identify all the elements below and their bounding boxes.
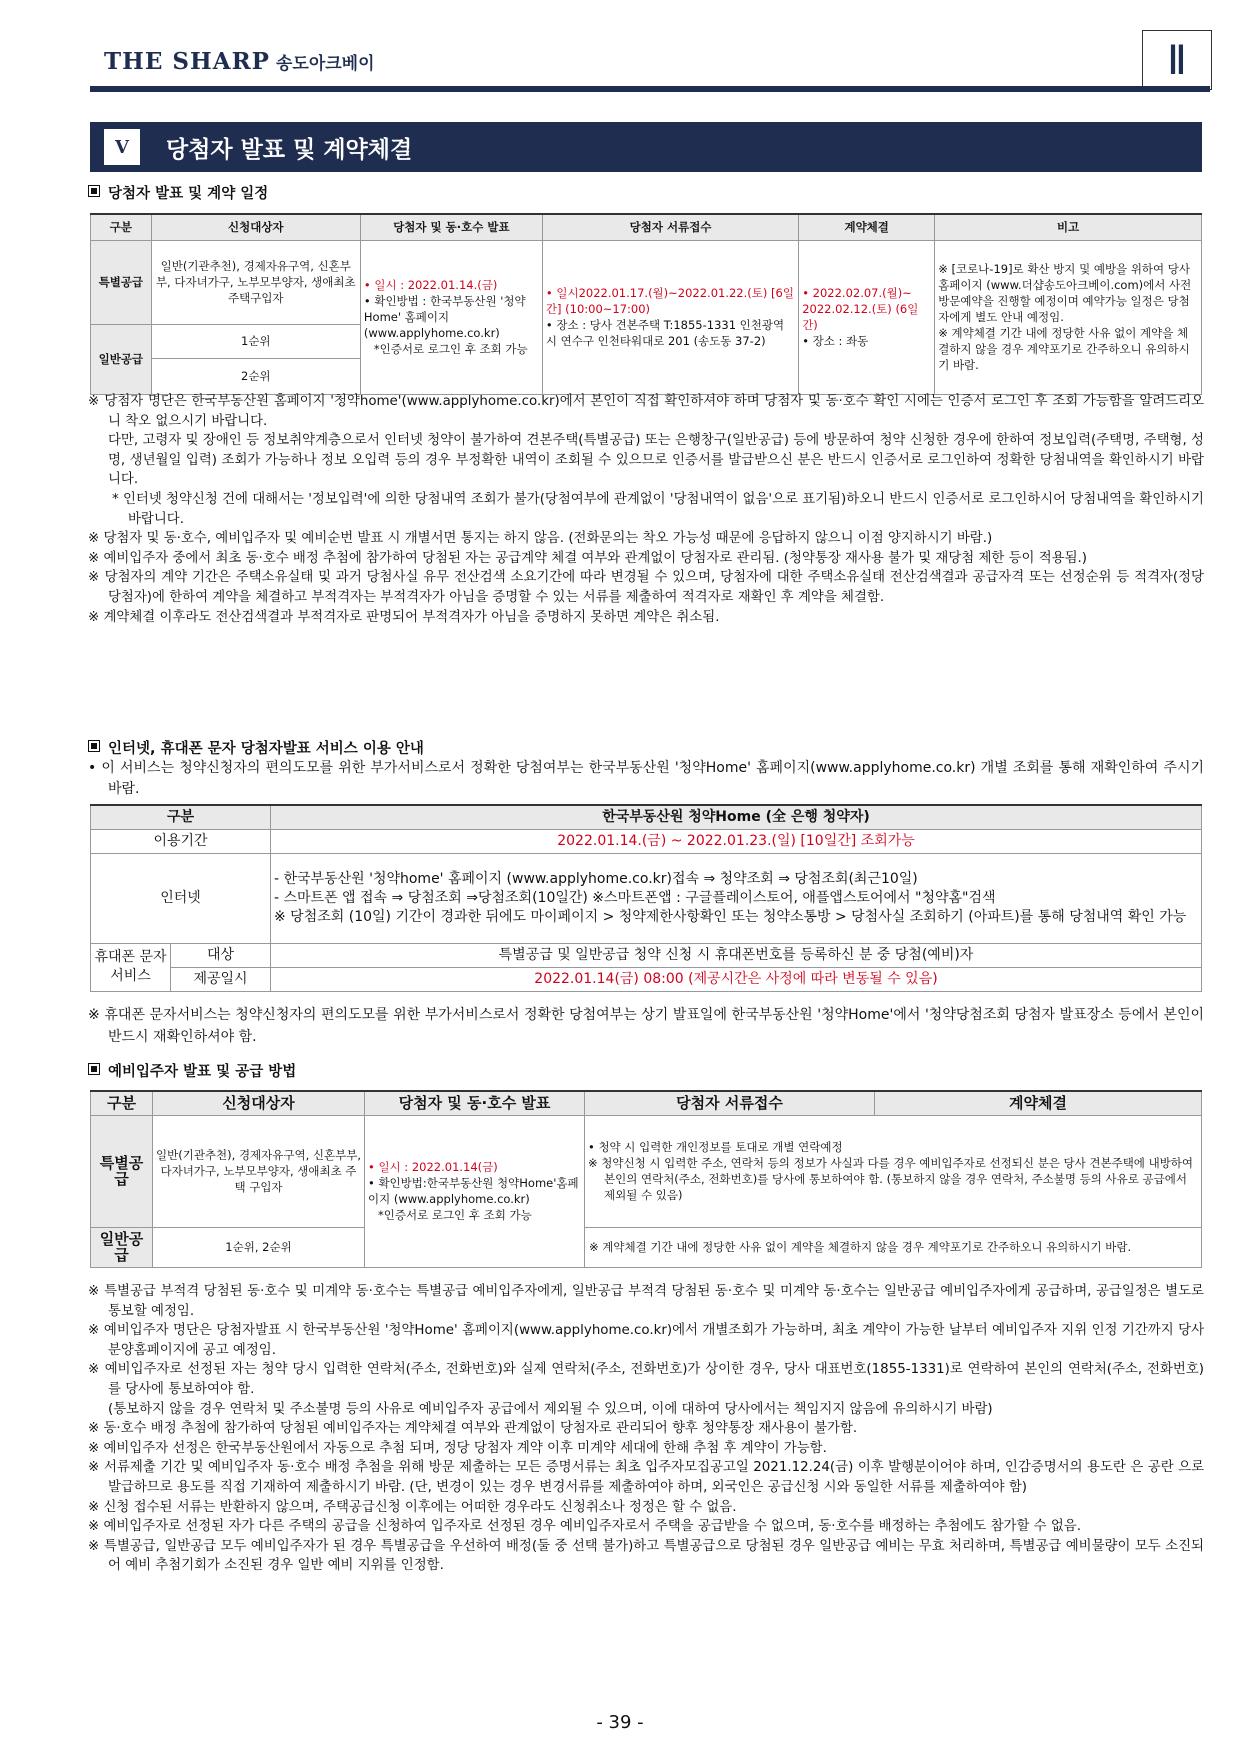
note-item: * 인터넷 청약신청 건에 대해서는 '정보입력'에 의한 당첨내역 조회가 불가(당첨여부에 관계없이 '당첨내역이 없음'으로 표기됨)하오니 반드시 인증서로 로그인하시어 당첨내역을 확인하시기 바랍니다. xyxy=(112,491,1204,527)
note-item: ※ 당첨자 명단은 한국부동산원 홈페이지 '청약home'(www.applyhome.co.kr)에서 본인이 직접 확인하셔야 하며 당첨자 및 동·호수 확인 시에는 인증서 로그인 후 조회 가능함을 알려드리오니 착오 없으시기 바랍니다. xyxy=(88,394,1204,429)
section-banner xyxy=(90,122,1202,172)
service-intro-text: • 이 서비스는 청약신청자의 편의도모를 위한 부가서비스로서 정확한 당첨여부는 한국부동산원 '청약Home' 홈페이지(www.applyhome.co.kr) 개별 조회를 통해 재확인하여 주시기 바람. xyxy=(88,760,1204,797)
sms-target-label: 대상 xyxy=(171,943,271,967)
table-header: 비고 xyxy=(935,214,1202,240)
sms-target-value: 특별공급 및 일반공급 청약 신청 시 휴대폰번호를 등록하신 분 중 당첨(예비)자 xyxy=(271,943,1202,967)
note-item: 다만, 고령자 및 장애인 등 정보취약계층으로서 인터넷 청약이 불가하여 견본주택(특별공급) 또는 은행창구(일반공급) 등에 방문하여 청약 신청한 경우에 한하여 정보입력(주택명, 주택형, 성명, 생년월일 입력) 조회가 가능하나 정보 오입력 등의 경우 부정확한 내역이 조회될 수 있으므로 인증서를 발급받으신 분은 반드시 인증서로 로그인하여 정확한 당첨내역을 확인하시기 바랍니다. xyxy=(108,433,1204,488)
table-header: 계약체결 xyxy=(799,214,935,240)
table-header: 구분 xyxy=(91,214,152,240)
note-item: ※ 예비입주자로 선정된 자는 청약 당시 입력한 연락처(주소, 전화번호)와 실제 연락처(주소, 전화번호)가 상이한 경우, 당사 대표번호(1855-1331)로 연락하여 본인의 연락처(주소, 전화번호)를 당사에 통보하여야 함. xyxy=(88,1362,1204,1397)
note-item: ※ 예비입주자 선정은 한국부동산원에서 자동으로 추첨 되며, 정당 당첨자 계약 이후 미계약 세대에 한해 추첨 후 계약이 가능함. xyxy=(88,1440,827,1456)
row-label-special: 특별공급 xyxy=(91,240,152,324)
contact-note: • 청약 시 입력한 개인정보를 토대로 개별 연락예정 xyxy=(588,1140,843,1154)
sms-date-value: 2022.01.14(금) 08:00 (제공시간은 사정에 따라 변동될 수 있음) xyxy=(271,967,1202,991)
note-item: ※ 예비입주자 명단은 당첨자발표 시 한국부동산원 '청약Home' 홈페이지(www.applyhome.co.kr)에서 개별조회가 가능하며, 최초 계약이 가능한 날부터 예비입주자 지위 인정 기간까지 당사 분양홈페이지에 공고 예정임. xyxy=(88,1323,1204,1358)
table-header: 구분 xyxy=(91,1091,153,1115)
contract-cell xyxy=(799,240,935,394)
note-item: ※ 특별공급 부적격 당첨된 동·호수 및 미계약 동·호수는 특별공급 예비입주자에게, 일반공급 부적격 당첨된 동·호수 및 미계약 동·호수는 일반공급 예비입주자에게 공급하며, 공급일정은 별도로 통보할 예정임. xyxy=(88,1284,1204,1319)
contract-warning: ※ 계약체결 기간 내에 정당한 사유 없이 계약을 체결하지 않을 경우 계약포기로 간주하오니 유의하시기 바람. xyxy=(585,1227,1202,1267)
contact-warning: ※ 청약신청 시 입력한 주소, 연락처 등의 정보가 사실과 다를 경우 예비입주자로 선정되신 분은 당사 견본주택에 내방하여 본인의 연락처(주소, 전화번호)를 당사에 통보하여야 함. (통보하지 않을 경우 연락처, 주소불명 등의 사유로 공급에서 제외될 수 있음) xyxy=(588,1156,1194,1202)
page-number: - 39 - xyxy=(596,1712,644,1733)
sms-date-label: 제공일시 xyxy=(171,967,271,991)
documents-contract-cell xyxy=(585,1115,1202,1227)
remarks-cell xyxy=(935,240,1202,394)
note-item: ※ 당첨자 및 동·호수, 예비입주자 및 예비순번 발표 시 개별서면 통지는 하지 않음. (전화문의는 착오 가능성 때문에 응답하지 않으니 이점 양지하시기 바람.) xyxy=(88,531,993,547)
table-header: 한국부동산원 청약Home (全 은행 청약자) xyxy=(271,805,1202,829)
subsection-title-reserve: 예비입주자 발표 및 공급 방법 xyxy=(88,1060,296,1081)
announcement-method: • 확인방법 : 한국부동산원 '청약Home' 홈페이지 (www.applyhome.co.kr) xyxy=(363,294,526,340)
notes-reserve xyxy=(88,1282,1204,1576)
announcement-date: • 일시 : 2022.01.14(금) xyxy=(368,1160,498,1174)
remark-contract: ※ 계약체결 기간 내에 정당한 사유 없이 계약을 체결하지 않을 경우 계약포기로 간주하오니 유의하시기 바람. xyxy=(938,326,1190,372)
table-header: 신청대상자 xyxy=(151,214,360,240)
table-header: 당첨자 서류접수 xyxy=(542,214,798,240)
documents-cell xyxy=(542,240,798,394)
contract-date: • 2022.02.07.(월)~ 2022.02.12.(토) (6일간) xyxy=(802,286,919,332)
table-header: 계약체결 xyxy=(875,1091,1202,1115)
special-targets: 일반(기관추천), 경제자유구역, 신혼부부, 다자녀가구, 노부모부양자, 생애최초 주택구입자 xyxy=(151,240,360,324)
note-item: ※ 신청 접수된 서류는 반환하지 않으며, 주택공급신청 이후에는 어떠한 경우라도 신청취소나 정정은 할 수 없음. xyxy=(88,1499,737,1515)
subsection-title-schedule: 당첨자 발표 및 계약 일정 xyxy=(88,182,268,203)
notes-service xyxy=(88,1004,1204,1048)
announcement-date: • 일시 : 2022.01.14.(금) xyxy=(363,278,498,292)
special-targets: 일반(기관추천), 경제자유구역, 신혼부부, 다자녀가구, 노부모부양자, 생애최초 주택 구입자 xyxy=(153,1115,365,1227)
sharp-logo-icon: ǁ xyxy=(1142,30,1212,90)
brand-name: THE SHARP xyxy=(104,48,270,75)
brand-subtitle: 송도아크베이 xyxy=(275,54,375,74)
note-item: ※ 예비입주자 중에서 최초 동·호수 배정 추첨에 참가하여 당첨된 자는 공급계약 체결 여부와 관계없이 당첨자로 관리됨. (청약통장 재사용 불가 및 재당첨 제한 등이 적용됨.) xyxy=(88,550,1087,566)
internet-steps xyxy=(271,853,1202,943)
square-bullet-icon xyxy=(88,185,100,197)
internet-step: - 한국부동산원 '청약home' 홈페이지 (www.applyhome.co.kr)접속 ⇒ 청약조회 ⇒ 당첨조회(최근10일) xyxy=(274,870,918,887)
remark-covid: ※ [코로나-19]로 확산 방지 및 예방을 위하여 당사홈페이지 (www.더샵송도아크베이.com)에서 사전 방문예약을 진행할 예정이며 예약가능 일정은 당첨자에게 별도 안내 예정임. xyxy=(938,262,1192,324)
table-header: 당첨자 및 동·호수 발표 xyxy=(360,214,542,240)
reserve-table xyxy=(90,1090,1202,1268)
contract-place: • 장소 : 좌동 xyxy=(802,334,869,348)
sms-label: 휴대폰 문자서비스 xyxy=(91,943,171,991)
rank2: 2순위 xyxy=(151,358,360,394)
service-table xyxy=(90,804,1202,992)
rank1: 1순위 xyxy=(151,324,360,358)
subsection-title-service: 인터넷, 휴대폰 문자 당첨자발표 서비스 이용 안내 xyxy=(88,737,424,758)
section-number: V xyxy=(104,129,140,165)
section-title: 당첨자 발표 및 계약체결 xyxy=(166,136,413,163)
internet-step: - 스마트폰 앱 접속 ⇒ 당첨조회 ⇒당첨조회(10일간) ※스마트폰앱 : 구글플레이스토어, 애플앱스토어에서 "청약홈"검색 xyxy=(274,889,996,906)
row-label-general: 일반공급 xyxy=(91,1227,153,1267)
square-bullet-icon xyxy=(88,1063,100,1075)
brand-logo xyxy=(104,48,375,75)
announcement-cell xyxy=(365,1115,585,1267)
table-header: 신청대상자 xyxy=(153,1091,365,1115)
service-intro xyxy=(88,758,1204,800)
table-header: 당첨자 및 동·호수 발표 xyxy=(365,1091,585,1115)
announcement-cert-note: *인증서로 로그인 후 조회 가능 xyxy=(373,342,528,356)
note-item: ※ 휴대폰 문자서비스는 청약신청자의 편의도모를 위한 부가서비스로서 정확한 당첨여부는 상기 발표일에 한국부동산원 '청약Home'에서 '청약당첨조회 당첨자 발표장소 등에서 본인이 반드시 재확인하셔야 함. xyxy=(88,1007,1204,1045)
internet-step: ※ 당첨조회 (10일) 기간이 경과한 뒤에도 마이페이지 > 청약제한사항확인 또는 청약소통방 > 당첨사실 조회하기 (아파트)를 통해 당첨내역 확인 가능 xyxy=(274,908,1187,925)
note-item: ※ 동·호수 배정 추첨에 참가하여 당첨된 예비입주자는 계약체결 여부와 관계없이 당첨자로 관리되어 향후 청약통장 재사용이 불가함. xyxy=(88,1421,858,1437)
note-item: ※ 예비입주자로 선정된 자가 다른 주택의 공급을 신청하여 입주자로 선정된 경우 예비입주자로서 주택을 공급받을 수 없으며, 동·호수를 배정하는 추첨에도 참가할 수 없음. xyxy=(88,1519,1081,1535)
period-value: 2022.01.14.(금) ~ 2022.01.23.(일) [10일간] 조회가능 xyxy=(271,829,1202,853)
internet-label: 인터넷 xyxy=(91,853,271,943)
documents-date: • 일시2022.01.17.(월)~2022.01.22.(토) [6일간] (10:00~17:00) xyxy=(545,286,794,316)
announcement-cell xyxy=(360,240,542,394)
table-header: 구분 xyxy=(91,805,271,829)
announcement-method: • 확인방법:한국부동산원 청약Home'홈페이지 (www.applyhome.co.kr) xyxy=(368,1176,579,1206)
note-item: ※ 특별공급, 일반공급 모두 예비입주자가 된 경우 특별공급을 우선하여 배정(둘 중 선택 불가)하고 특별공급으로 당첨된 경우 일반공급 예비는 무효 처리하며, 특별공급 예비물량이 모두 소진되어 예비 추첨기회가 소진된 경우 일반 예비 지위를 인정함. xyxy=(88,1538,1204,1574)
header-divider xyxy=(90,86,1210,92)
note-item: ※ 서류제출 기간 및 예비입주자 동·호수 배정 추첨을 위해 방문 제출하는 모든 증명서류는 최초 입주자모집공고일 2021.12.24(금) 이후 발행분이어야 하며, 인감증명서의 용도란 은 공란 으로 발급하므로 용도를 직접 기재하여 제출하시기 바람. (단, 변경이 있는 경우 변경서류를 제출하여야 하며, 외국인은 공급신청 시와 동일한 서류를 제출하여야 함) xyxy=(88,1460,1204,1495)
documents-place: • 장소 : 당사 견본주택 T:1855-1331 인천광역시 연수구 인천타워대로 201 (송도동 37-2) xyxy=(545,318,785,348)
notes-schedule xyxy=(88,392,1204,627)
note-item: (통보하지 않을 경우 연락처 및 주소불명 등의 사유로 예비입주자 공급에서 제외될 수 있으며, 이에 대하여 당사에서는 책임지지 않음에 유의하시기 바람) xyxy=(108,1401,993,1417)
square-bullet-icon xyxy=(88,740,100,752)
schedule-table xyxy=(90,213,1202,395)
table-header: 당첨자 서류접수 xyxy=(585,1091,875,1115)
period-label: 이용기간 xyxy=(91,829,271,853)
announcement-cert-note: *인증서로 로그인 후 조회 가능 xyxy=(378,1208,532,1222)
row-label-special: 특별공급 xyxy=(91,1115,153,1227)
note-item: ※ 계약체결 이후라도 전산검색결과 부적격자로 판명되어 부적격자가 아님을 증명하지 못하면 계약은 취소됨. xyxy=(88,609,720,625)
row-label-general: 일반공급 xyxy=(91,324,152,394)
note-item: ※ 당첨자의 계약 기간은 주택소유실태 및 과거 당첨사실 유무 전산검색 소요기간에 따라 변경될 수 있으며, 당첨자에 대한 주택소유실태 전산검색결과 공급자격 또는 선정순위 등 적격자(정당 당첨자)에 한하여 계약을 체결하고 부적격자는 부적격자가 아님을 증명할 수 있는 서류를 제출하여 적격자로 재확인 후 계약을 체결함. xyxy=(88,570,1204,605)
general-targets: 1순위, 2순위 xyxy=(153,1227,365,1267)
